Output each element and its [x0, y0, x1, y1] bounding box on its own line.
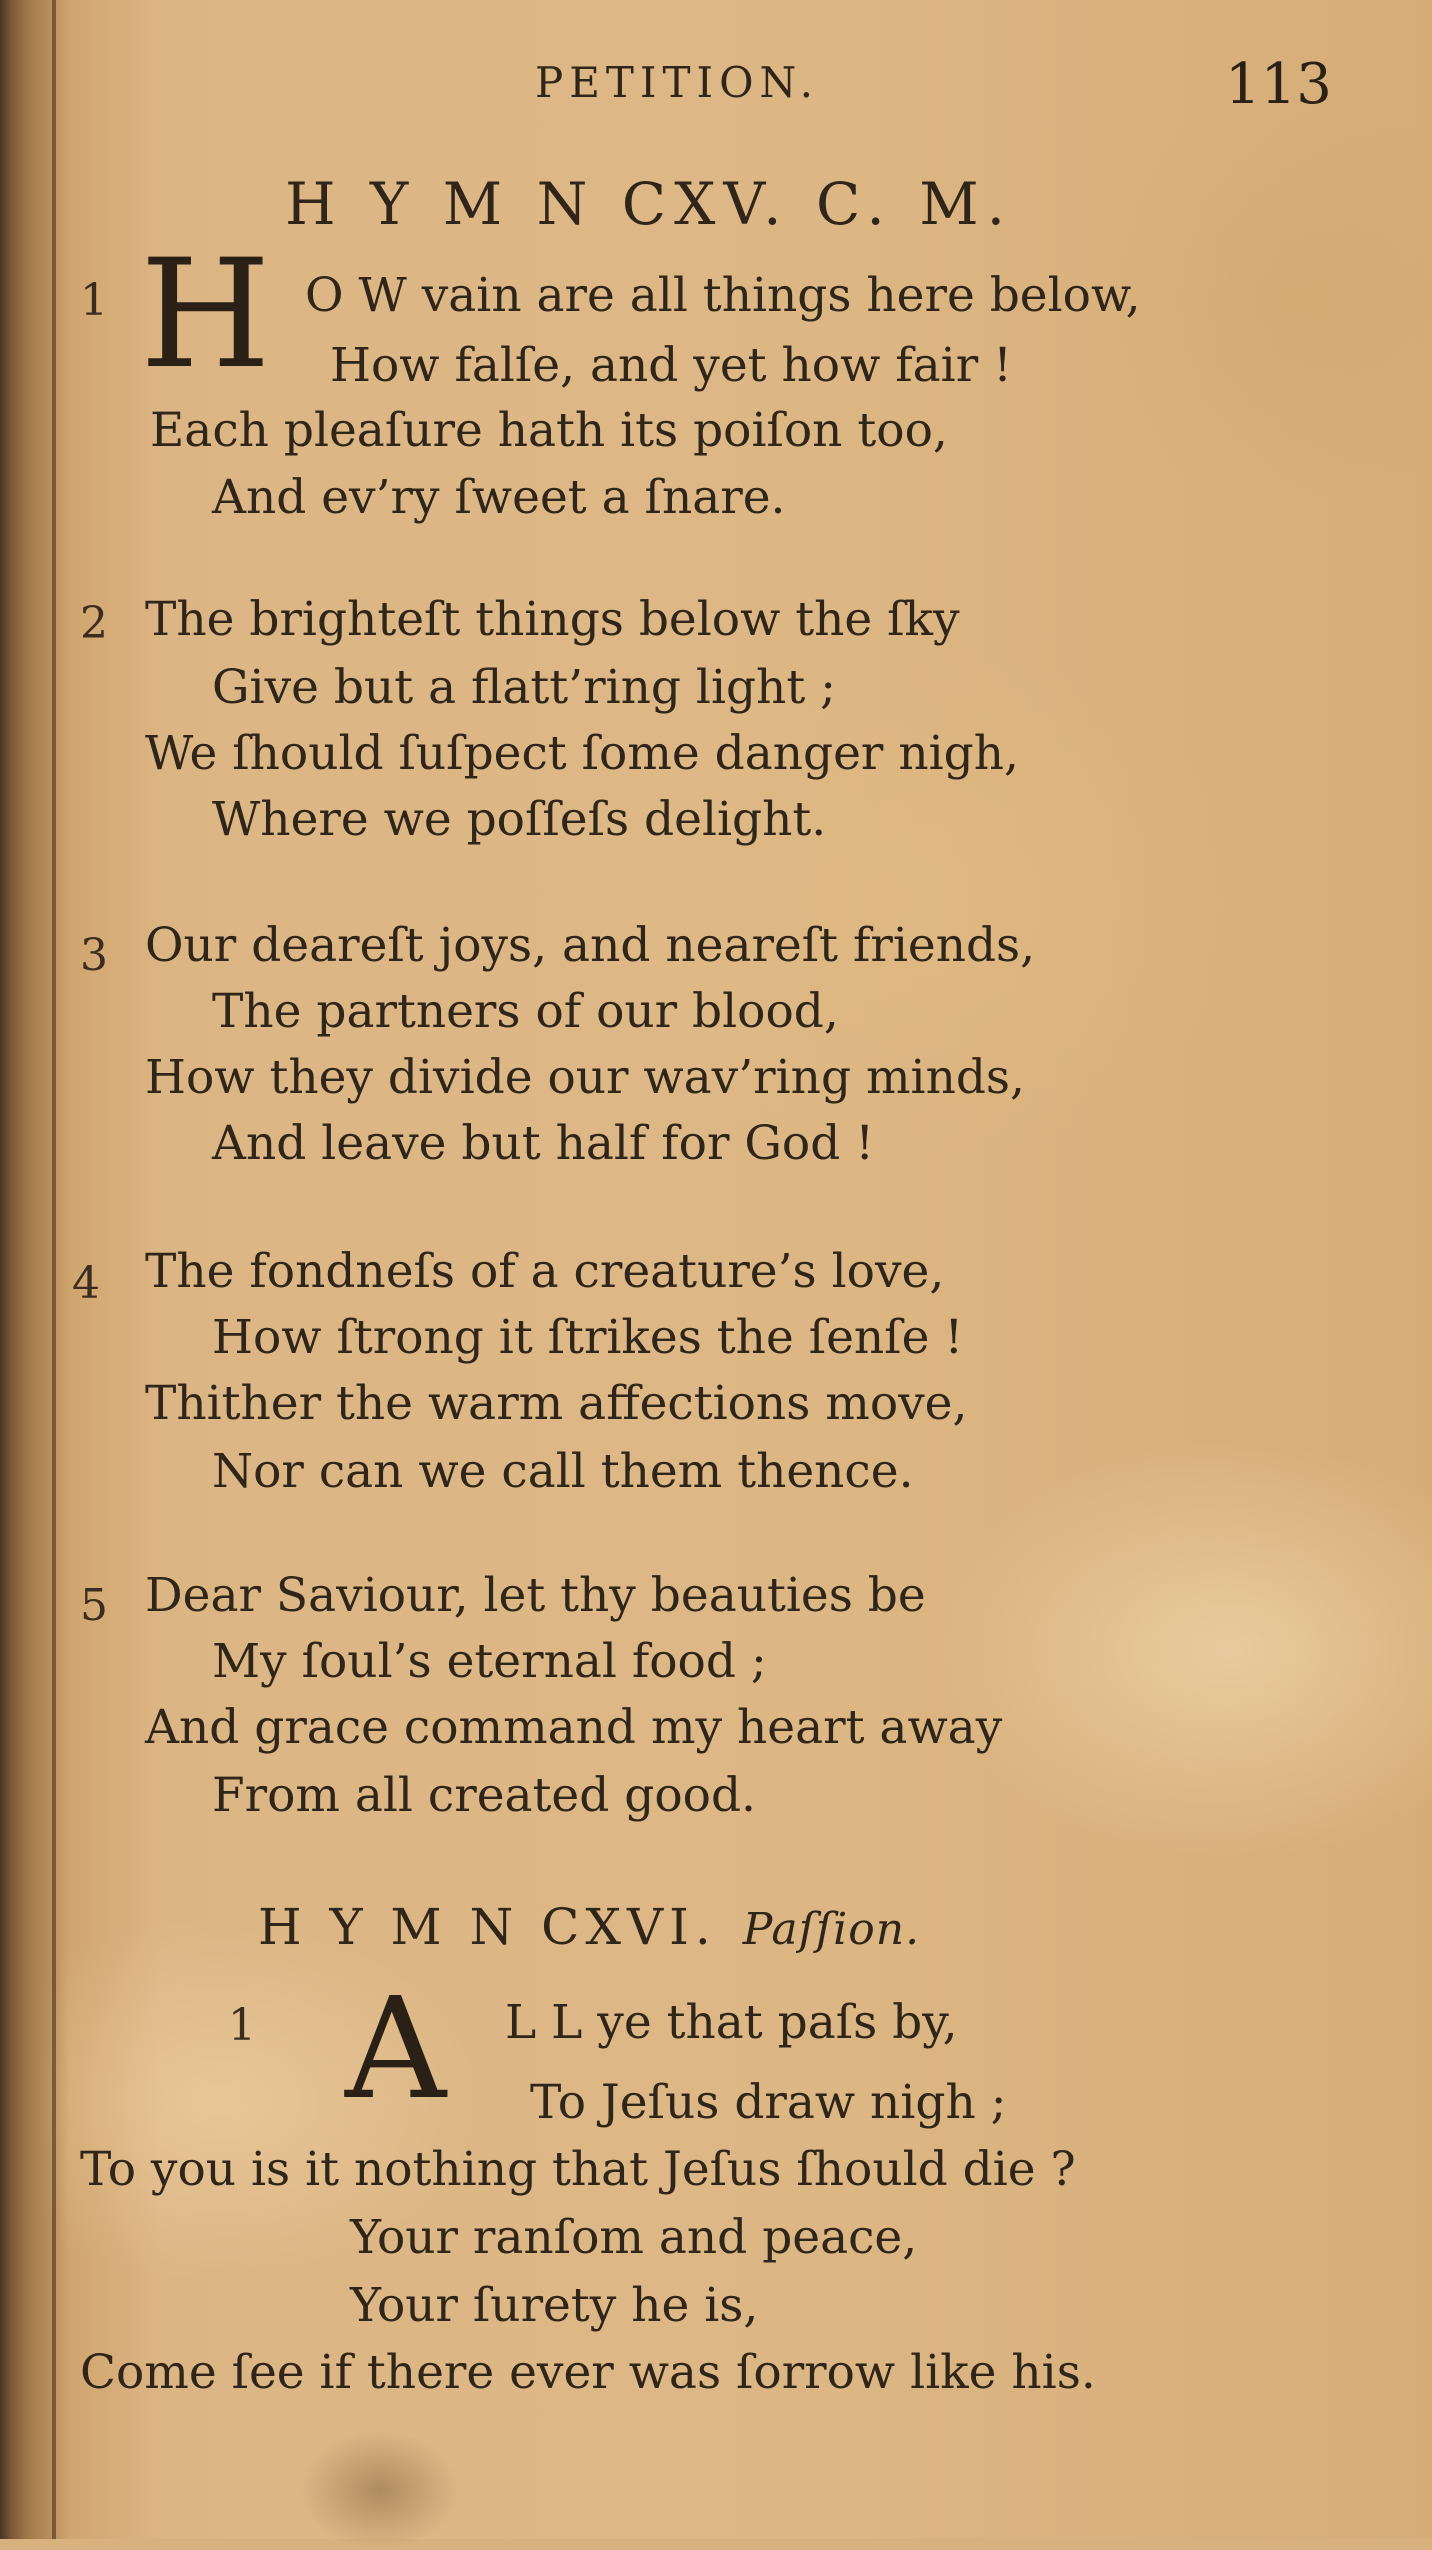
verse-line: L L ye that paſs by,: [505, 1995, 958, 2050]
verse-line: The brighteſt things below the ſky: [145, 592, 960, 647]
running-head: PETITION.: [535, 58, 819, 107]
verse-line: Your ranſom and peace,: [350, 2210, 918, 2265]
verse-line: My ſoul’s eternal food ;: [212, 1634, 767, 1689]
hymn-title-text: H Y M N CXVI.: [258, 1898, 717, 1956]
verse-line: Where we poſſeſs delight.: [212, 792, 827, 847]
page-header: [0, 48, 1432, 128]
verse-line: How falſe, and yet how fair !: [330, 338, 1012, 393]
verse-line: Thither the warm affections move,: [145, 1376, 968, 1431]
verse-line: Each pleaſure hath its poiſon too,: [150, 403, 948, 458]
verse-line: The partners of our blood,: [212, 984, 839, 1039]
page-number: 113: [1225, 52, 1332, 117]
verse-line: The fondneſs of a creature’s love,: [145, 1244, 945, 1299]
gutter-line: [52, 0, 56, 2539]
verse-line: We ſhould ſuſpect ſome danger nigh,: [145, 726, 1019, 781]
verse-line: And leave but half for God !: [212, 1116, 875, 1171]
verse-line: O W vain are all things here below,: [305, 268, 1141, 323]
stanza-number: 5: [80, 1580, 108, 1631]
stanza-number: 4: [72, 1258, 100, 1309]
verse-line: Nor can we call them thence.: [212, 1444, 914, 1499]
page-stain: [300, 2430, 460, 2550]
verse-line: To you is it nothing that Jeſus ſhould die ?: [80, 2142, 1076, 2197]
stanza-number: 1: [80, 275, 108, 326]
hymn-title: [258, 1898, 920, 1956]
verse-line: And grace command my heart away: [145, 1700, 1003, 1755]
verse-line: To Jeſus draw nigh ;: [530, 2075, 1007, 2130]
stanza-number: 2: [80, 598, 108, 649]
drop-cap: H: [140, 228, 271, 402]
stanza-number: 3: [80, 930, 108, 981]
hymn-meter: Paſſion.: [742, 1904, 921, 1955]
drop-cap: A: [345, 1968, 447, 2131]
verse-line: Give but a flatt’ring light ;: [212, 660, 836, 715]
verse-line: Come ſee if there ever was ſorrow like his.: [80, 2345, 1096, 2400]
verse-line: How they divide our wav’ring minds,: [145, 1050, 1025, 1105]
verse-line: Our deareſt joys, and neareſt friends,: [145, 918, 1036, 973]
verse-line: From all created good.: [212, 1768, 756, 1823]
verse-line: Your ſurety he is,: [350, 2278, 759, 2333]
verse-line: And ev’ry ſweet a ſnare.: [212, 470, 786, 525]
verse-line: Dear Saviour, let thy beauties be: [145, 1568, 926, 1623]
verse-line: How ſtrong it ſtrikes the ſenſe !: [212, 1310, 964, 1365]
stanza-number: 1: [228, 2000, 256, 2051]
hymn-title: H Y M N CXV. C. M.: [285, 170, 1014, 238]
page-gutter: [0, 0, 70, 2539]
